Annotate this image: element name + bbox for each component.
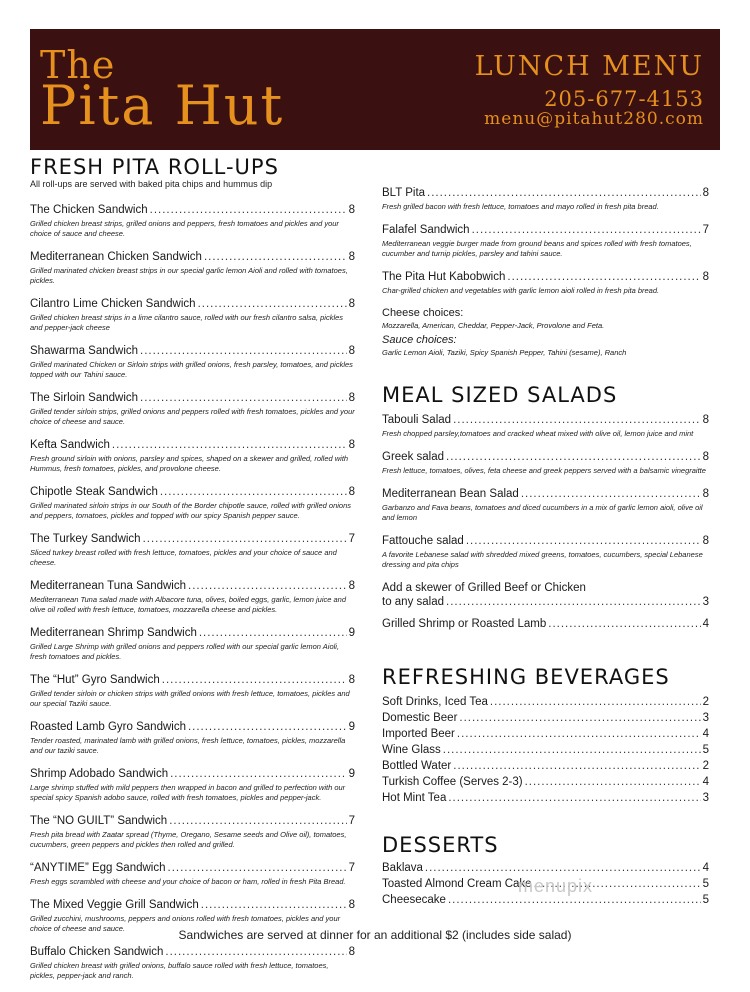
menu-item-line <box>30 532 355 546</box>
menu-item-line <box>30 297 355 311</box>
menu-item <box>30 720 355 756</box>
rollups-right-list <box>382 186 709 296</box>
menu-item-description: Fresh chopped parsley,tomatoes and cracked wheat mixed with olive oil, lemon juice and mint <box>382 429 694 438</box>
menu-item-line <box>30 438 355 452</box>
menu-item-name: Mediterranean Bean Salad <box>382 488 519 500</box>
menu-item-price: 7 <box>702 224 709 236</box>
menu-item-description: Grilled marinated sirloin strips in our South of the Border chipotle sauce, rolled with grilled onions and peppers, tomatoes, pickles and topped with our spicy Spanish pepper sauce. <box>30 501 351 520</box>
leader-dots <box>168 861 347 875</box>
leader-dots <box>150 203 347 217</box>
menu-item <box>382 695 709 709</box>
leader-dots <box>521 487 701 501</box>
menu-item-name: Domestic Beer <box>382 712 458 724</box>
menu-item <box>30 485 355 521</box>
email-address: menu@pitahut280.com <box>484 109 704 129</box>
menu-item-line <box>382 861 709 875</box>
menu-item-name: Baklava <box>382 862 423 874</box>
leader-dots <box>459 711 700 725</box>
shrimp-lamb-addon <box>382 617 709 631</box>
leader-dots <box>143 532 347 546</box>
menu-item-price: 4 <box>702 862 709 874</box>
menu-item-line <box>30 767 355 781</box>
leader-dots <box>140 344 347 358</box>
leader-dots <box>169 814 346 828</box>
menu-item <box>382 186 709 212</box>
menu-item-price: 4 <box>702 776 709 788</box>
menu-item-name: The Pita Hut Kabobwich <box>382 271 506 283</box>
sauce-choices-title: Sauce choices: <box>382 334 457 346</box>
menu-item-line <box>382 791 709 805</box>
menu-item-price: 7 <box>348 533 355 545</box>
menu-item-line <box>382 270 709 284</box>
salad-addon <box>382 581 709 609</box>
menu-item-line <box>30 391 355 405</box>
menu-item-description: Grilled marinated Chicken or Sirloin strips with grilled onions, fresh parsley, tomatoes, and pickles topped with our Tahini sauce. <box>30 360 353 379</box>
leader-dots <box>472 223 701 237</box>
menu-item <box>382 270 709 296</box>
menu-item-description: Garbanzo and Fava beans, tomatoes and diced cucumbers in a mix of garlic lemon aioli, olive oil and lemon <box>382 503 703 522</box>
menu-item-price: 8 <box>348 486 355 498</box>
menu-item <box>30 767 355 803</box>
menu-item-name: Shawarma Sandwich <box>30 345 139 357</box>
menu-item-description: Grilled tender sirloin strips, grilled onions and peppers rolled with fresh tomatoes, pickles and your choice of cheese and sauce. <box>30 407 355 426</box>
salads-title: MEAL SIZED SALADS <box>382 383 618 407</box>
menu-item <box>30 438 355 474</box>
menu-item <box>30 391 355 427</box>
menu-item <box>30 673 355 709</box>
menu-item-line <box>382 711 709 725</box>
menu-item <box>30 814 355 850</box>
menu-item-name: Kefta Sandwich <box>30 439 110 451</box>
menu-item-name: BLT Pita <box>382 187 426 199</box>
leader-dots <box>453 759 700 773</box>
menu-item-name: Falafel Sandwich <box>382 224 470 236</box>
menu-item-description: Sliced turkey breast rolled with fresh lettuce, tomatoes, pickles and your choice of sauce and cheese. <box>30 548 337 567</box>
menu-item-name: Shrimp Adobado Sandwich <box>30 768 169 780</box>
menu-item-line <box>382 743 709 757</box>
menu-item-line <box>30 344 355 358</box>
menu-item <box>30 861 355 887</box>
menu-item-price: 4 <box>702 728 709 740</box>
menu-item-price: 8 <box>348 674 355 686</box>
menu-item-price: 9 <box>348 627 355 639</box>
menu-item-line <box>30 485 355 499</box>
menu-item-name: Tabouli Salad <box>382 414 452 426</box>
menu-item-description: Grilled tender sirloin or chicken strips with grilled onions with fresh lettuce, tomatoes, pickles and our special Taziki sauce. <box>30 689 350 708</box>
menu-item-price: 9 <box>348 721 355 733</box>
menu-item-name: Mediterranean Tuna Sandwich <box>30 580 186 592</box>
menu-item-price: 5 <box>702 744 709 756</box>
menu-item-description: Mediterranean Tuna salad made with Albacore tuna, olives, boiled eggs, garlic, lemon juice and olive oil rolled with fresh lettuce, tomatoes, mozzarella cheese and pickles. <box>30 595 347 614</box>
menu-item-line <box>382 450 709 464</box>
menu-item-price: 7 <box>348 862 355 874</box>
leader-dots <box>446 595 701 609</box>
menu-item <box>30 203 355 239</box>
menu-item-price: 8 <box>702 414 709 426</box>
menu-item-price: 8 <box>348 899 355 911</box>
lunch-menu-label: LUNCH MENU <box>474 51 704 82</box>
menu-item-description: Grilled chicken breast with grilled onions, buffalo sauce rolled with fresh lettuce, tomatoes, pickles, pepper-jack and ranch. <box>30 961 329 980</box>
menu-item <box>382 775 709 789</box>
rollups-title: FRESH PITA ROLL-UPS <box>30 155 279 179</box>
menu-item-price: 8 <box>348 298 355 310</box>
menu-item-description: Grilled chicken breast strips, grilled onions and peppers, fresh tomatoes and pickles and your choice of sauce and cheese. <box>30 219 339 238</box>
menu-item <box>382 861 709 875</box>
menu-item-description: A favorite Lebanese salad with shredded mixed greens, tomatoes, cucumbers, special Lebanese dressing and pita chips <box>382 550 703 569</box>
menu-item-name: The “NO GUILT” Sandwich <box>30 815 168 827</box>
leader-dots <box>507 270 700 284</box>
menu-item-price: 5 <box>702 878 709 890</box>
menu-item-description: Grilled marinated chicken breast strips in our special garlic lemon Aioli and rolled with tomatoes, pickles. <box>30 266 348 285</box>
menu-item-line <box>30 673 355 687</box>
menu-item-price: 8 <box>348 204 355 216</box>
menu-item-name: Mediterranean Shrimp Sandwich <box>30 627 197 639</box>
menu-item-line <box>30 945 355 959</box>
menu-item-line <box>30 720 355 734</box>
salads-list <box>382 413 709 570</box>
menu-item-name: Bottled Water <box>382 760 452 772</box>
menu-item-name: Imported Beer <box>382 728 455 740</box>
restaurant-name: Pita Hut <box>40 74 285 137</box>
menu-item-price: 8 <box>348 580 355 592</box>
menu-item <box>382 711 709 725</box>
menu-item-line <box>382 727 709 741</box>
menu-item-name: Fattouche salad <box>382 535 464 547</box>
choices-block <box>382 307 709 357</box>
right-column <box>382 186 709 909</box>
leader-dots <box>162 673 347 687</box>
cheese-choices-title: Cheese choices: <box>382 307 464 319</box>
menu-item-line <box>30 579 355 593</box>
menu-item-line <box>382 223 709 237</box>
leader-dots <box>453 413 701 427</box>
menu-item <box>30 297 355 333</box>
menu-item-price: 8 <box>348 345 355 357</box>
menu-item-name: Roasted Lamb Gyro Sandwich <box>30 721 186 733</box>
leader-dots <box>490 695 701 709</box>
menu-item <box>382 791 709 805</box>
menu-item <box>382 223 709 259</box>
addon-line1: Add a skewer of Grilled Beef or Chicken <box>382 582 586 594</box>
menu-item-line <box>30 814 355 828</box>
menu-item-description: Fresh pita bread with Zaatar spread (Thyme, Oregano, Sesame seeds and Olive oil), tomatoes, cucumbers, green peppers and pickles then rolled and grilled. <box>30 830 347 849</box>
menu-item-price: 3 <box>702 792 709 804</box>
menu-item-price: 8 <box>348 439 355 451</box>
leader-dots <box>204 250 347 264</box>
leader-dots <box>446 450 701 464</box>
menu-item-line <box>382 487 709 501</box>
beverages-title: REFRESHING BEVERAGES <box>382 665 670 689</box>
menu-item-price: 5 <box>702 894 709 906</box>
sauce-choices-list: Garlic Lemon Aioli, Taziki, Spicy Spanish Pepper, Tahini (sesame), Ranch <box>382 348 627 357</box>
menu-item <box>382 487 709 523</box>
leader-dots <box>525 775 701 789</box>
menu-item-price: 3 <box>702 712 709 724</box>
menu-item-description: Mediterranean veggie burger made from ground beans and spices rolled with fresh tomatoes, cucumber and turnip pickles, parsley and tahini sauce. <box>382 239 692 258</box>
leader-dots <box>201 898 347 912</box>
footer-note: Sandwiches are served at dinner for an additional $2 (includes side salad) <box>178 928 572 942</box>
shrimp-lamb-price: 4 <box>702 618 709 630</box>
menu-item-description: Fresh lettuce, tomatoes, olives, feta cheese and greek peppers served with a balsamic vinegraitte <box>382 466 706 475</box>
menu-item-price: 8 <box>702 187 709 199</box>
menu-item-line <box>30 898 355 912</box>
menu-item-name: The Sirloin Sandwich <box>30 392 139 404</box>
menu-item <box>30 344 355 380</box>
menu-item <box>30 579 355 615</box>
menu-item-line <box>382 186 709 200</box>
menu-item-name: Turkish Coffee (Serves 2-3) <box>382 776 523 788</box>
menu-item-line <box>30 626 355 640</box>
menu-item <box>30 626 355 662</box>
leader-dots <box>188 720 347 734</box>
menu-item-price: 8 <box>348 946 355 958</box>
menu-item <box>382 743 709 757</box>
menu-item <box>30 532 355 568</box>
cheese-choices-list: Mozzarella, American, Cheddar, Pepper-Jack, Provolone and Feta. <box>382 321 605 330</box>
menu-item-price: 7 <box>348 815 355 827</box>
leader-dots <box>427 186 701 200</box>
menu-item-name: “ANYTIME” Egg Sandwich <box>30 862 166 874</box>
leader-dots <box>170 767 347 781</box>
menu-item-price: 8 <box>348 392 355 404</box>
menu-item-name: Greek salad <box>382 451 445 463</box>
menu-item-name: Buffalo Chicken Sandwich <box>30 946 164 958</box>
menu-item-line <box>382 413 709 427</box>
menu-item-name: The “Hut” Gyro Sandwich <box>30 674 160 686</box>
menu-item-name: Chipotle Steak Sandwich <box>30 486 158 498</box>
menu-item-description: Fresh grilled bacon with fresh lettuce, tomatoes and mayo rolled in fresh pita bread. <box>382 202 659 211</box>
menu-item-price: 8 <box>348 251 355 263</box>
menu-item <box>382 413 709 439</box>
menu-item-description: Grilled Large Shrimp with grilled onions and peppers rolled with our special garlic lemon Aioli, fresh tomatoes and pickles. <box>30 642 340 661</box>
menu-item-price: 2 <box>702 760 709 772</box>
addon-line2: to any salad <box>382 596 445 608</box>
menu-item-name: Toasted Almond Cream Cake <box>382 878 532 890</box>
menu-item-line <box>30 203 355 217</box>
addon-price: 3 <box>702 596 709 608</box>
menu-item-name: Hot Mint Tea <box>382 792 447 804</box>
menu-item <box>382 534 709 570</box>
menu-item-line <box>382 695 709 709</box>
menu-item-description: Fresh ground sirloin with onions, parsley and spices, shaped on a skewer and grilled, rolled with Hummus, fresh tomatoes, pickles, and provolone cheese. <box>30 454 349 473</box>
menu-item-description: Tender roasted, marinated lamb with grilled onions, fresh lettuce, tomatoes, pickles, mozzarella and our taziki sauce. <box>30 736 346 755</box>
restaurant-name-the: The <box>40 43 116 87</box>
leader-dots <box>198 297 347 311</box>
menu-item-price: 9 <box>348 768 355 780</box>
menu-item-name: Wine Glass <box>382 744 441 756</box>
menu-item-name: Cheesecake <box>382 894 446 906</box>
menu-item <box>30 945 355 981</box>
menu-item-line <box>382 775 709 789</box>
menu-item-name: The Chicken Sandwich <box>30 204 148 216</box>
leader-dots <box>425 861 701 875</box>
watermark: menupix <box>518 876 594 896</box>
menu-item <box>382 450 709 476</box>
menu-item-name: Cilantro Lime Chicken Sandwich <box>30 298 196 310</box>
menu-item <box>382 759 709 773</box>
menu-item-name: The Mixed Veggie Grill Sandwich <box>30 899 199 911</box>
leader-dots <box>140 391 347 405</box>
menu-item-name: Mediterranean Chicken Sandwich <box>30 251 202 263</box>
shrimp-lamb-name: Grilled Shrimp or Roasted Lamb <box>382 618 547 630</box>
menu-item-line <box>30 861 355 875</box>
phone-number: 205-677-4153 <box>544 87 704 111</box>
leader-dots <box>457 727 701 741</box>
menu-item-description: Large shrimp stuffed with mild peppers then wrapped in bacon and grilled to perfection with our special spicy Spanish adobo sauce, rolled with fresh tomatoes, pickles and pepper-jack. <box>30 783 346 802</box>
leader-dots <box>188 579 347 593</box>
leader-dots <box>165 945 346 959</box>
menu-item-name: The Turkey Sandwich <box>30 533 141 545</box>
menu-item-price: 8 <box>702 271 709 283</box>
desserts-title: DESSERTS <box>382 833 499 857</box>
menu-item-line <box>30 250 355 264</box>
leader-dots <box>466 534 701 548</box>
beverages-list <box>382 695 709 805</box>
menu-item-price: 8 <box>702 535 709 547</box>
menu-item-description: Char-grilled chicken and vegetables with garlic lemon aioli rolled in fresh pita bread. <box>382 286 660 295</box>
menu-item-line <box>382 759 709 773</box>
leader-dots <box>112 438 347 452</box>
menu-item-line <box>382 534 709 548</box>
rollups-list <box>30 203 355 981</box>
leader-dots <box>548 617 700 631</box>
menu-item-price: 8 <box>702 488 709 500</box>
menu-item-description: Fresh eggs scrambled with cheese and your choice of bacon or ham, rolled in fresh Pita Bread. <box>30 877 346 886</box>
leader-dots <box>160 485 347 499</box>
rollups-subtitle: All roll-ups are served with baked pita chips and hummus dip <box>30 179 273 189</box>
leader-dots <box>448 791 700 805</box>
menu-item-description: Grilled zucchini, mushrooms, peppers and onions rolled with fresh tomatoes, pickles and your choice of cheese and sauce. <box>30 914 341 933</box>
menu-item-price: 2 <box>702 696 709 708</box>
menu-item-name: Soft Drinks, Iced Tea <box>382 696 488 708</box>
menu-item-description: Grilled chicken breast strips in a lime cilantro sauce, rolled with our fresh cilantro salsa, pickles and pepper-jack cheese <box>30 313 344 332</box>
left-column <box>30 155 355 992</box>
leader-dots <box>199 626 347 640</box>
menu-item <box>382 727 709 741</box>
menu-item <box>30 250 355 286</box>
menu-item-price: 8 <box>702 451 709 463</box>
leader-dots <box>443 743 701 757</box>
menu-header <box>30 29 720 150</box>
